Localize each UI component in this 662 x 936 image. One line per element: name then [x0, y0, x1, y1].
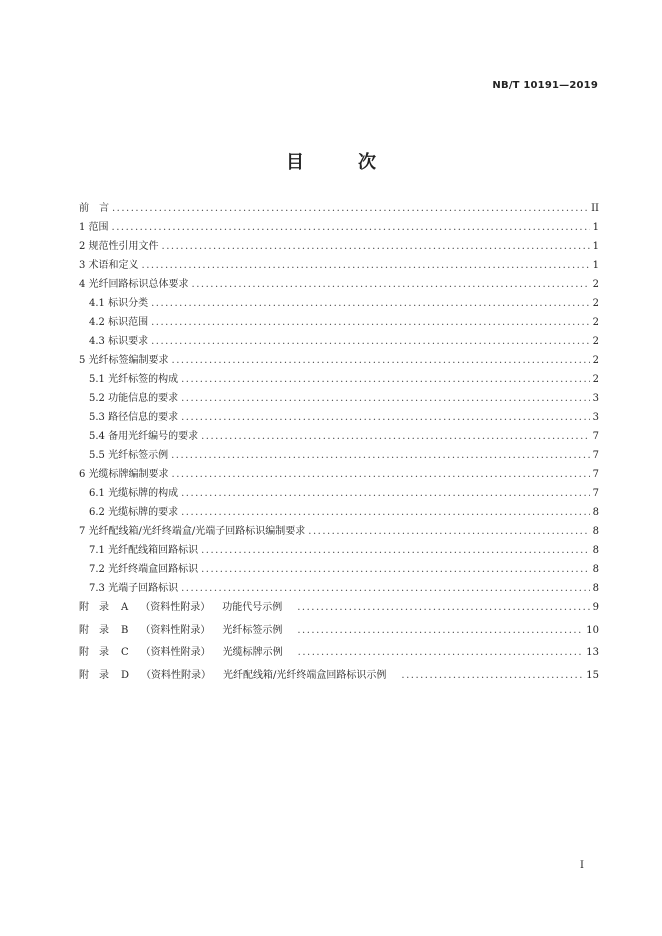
toc-entry[interactable] [79, 541, 599, 560]
toc-entry-page: 2 [592, 336, 599, 347]
dot-leader [181, 488, 590, 499]
toc-entry-label: 5.3 路径信息的要求 [89, 412, 179, 423]
toc-entry[interactable] [79, 408, 599, 427]
dot-leader [162, 241, 590, 252]
dot-leader [151, 317, 590, 328]
annex-page: 15 [586, 669, 599, 681]
toc-entry[interactable] [79, 332, 599, 351]
toc-entry[interactable] [79, 199, 599, 218]
toc-entry-page: 2 [592, 374, 599, 385]
toc-entry-page: 8 [592, 507, 599, 518]
toc-entry-page: 7 [592, 488, 599, 499]
annex-label [79, 621, 294, 636]
toc-entry-page: 1 [592, 222, 599, 233]
toc-entry-page: 8 [592, 583, 599, 594]
toc-entry-label: 7.2 光纤终端盒回路标识 [89, 564, 199, 575]
annex-title: 光纤标签示例 [222, 624, 283, 636]
dot-leader [151, 336, 590, 347]
dot-leader [151, 298, 590, 309]
toc-entry-page: 7 [592, 469, 599, 480]
annex-letter: D [121, 669, 130, 681]
table-of-contents [79, 199, 599, 688]
toc-entry-label: 7.3 光端子回路标识 [89, 583, 179, 594]
toc-entry[interactable] [79, 579, 599, 598]
toc-entry[interactable] [79, 522, 599, 541]
toc-entry-label: 5.4 备用光纤编号的要求 [89, 431, 199, 442]
dot-leader [308, 526, 589, 537]
toc-entry[interactable] [79, 294, 599, 313]
toc-entry-page: 8 [592, 545, 599, 556]
dot-leader [201, 545, 590, 556]
toc-entry-page: 3 [592, 412, 599, 423]
annex-prefix: 附 录 [79, 624, 109, 636]
toc-entry-page: 1 [592, 260, 599, 271]
toc-entry-label: 7.1 光纤配线箱回路标识 [89, 545, 199, 556]
annex-page: 10 [586, 624, 599, 636]
toc-entry[interactable] [79, 370, 599, 389]
annex-type: （资料性附录） [140, 624, 211, 636]
standard-number: NB/T 10191—2019 [492, 80, 598, 91]
toc-entry-page: 1 [592, 241, 599, 252]
toc-entry[interactable] [79, 465, 599, 484]
annex-title: 功能代号示例 [222, 602, 283, 613]
toc-entry-page: 7 [592, 450, 599, 461]
dot-leader [181, 583, 590, 594]
toc-entry-page: 2 [592, 317, 599, 328]
toc-entry[interactable] [79, 427, 599, 446]
annex-title: 光纤配线箱/光纤终端盒回路标识示例 [223, 669, 387, 681]
toc-entry-label: 2 规范性引用文件 [79, 241, 159, 252]
annex-page: 13 [586, 647, 599, 658]
footer-page-number: I [580, 860, 584, 871]
toc-annex-entry[interactable] [79, 643, 599, 666]
page-title: 目 次 [286, 152, 394, 173]
toc-entry-page: II [591, 203, 599, 214]
toc-entry[interactable] [79, 503, 599, 522]
annex-prefix: 附 录 [79, 669, 109, 681]
toc-entry-page: 8 [592, 526, 599, 537]
dot-leader [142, 260, 590, 271]
annex-letter: B [121, 624, 129, 636]
toc-entry-label: 6 光缆标牌编制要求 [79, 469, 169, 480]
annex-page: 9 [592, 602, 599, 613]
dot-leader [181, 412, 590, 423]
toc-entry-label: 6.2 光缆标牌的要求 [89, 507, 179, 518]
toc-entry-page: 8 [592, 564, 599, 575]
toc-entry-label: 4.1 标识分类 [89, 298, 149, 309]
toc-entry[interactable] [79, 560, 599, 579]
toc-entry-label: 前 言 [79, 203, 109, 214]
toc-annex-entry[interactable] [79, 666, 599, 689]
annex-title: 光缆标牌示例 [222, 647, 283, 658]
annex-letter: A [121, 602, 129, 613]
toc-entry-label: 6.1 光缆标牌的构成 [89, 488, 179, 499]
dot-leader [298, 647, 584, 658]
toc-entry-page: 7 [592, 431, 599, 442]
toc-entry-label: 7 光纤配线箱/光纤终端盒/光端子回路标识编制要求 [79, 526, 306, 537]
annex-letter: C [121, 647, 129, 658]
dot-leader [181, 374, 590, 385]
toc-entry[interactable] [79, 313, 599, 332]
dot-leader [297, 625, 583, 636]
annex-prefix: 附 录 [79, 602, 109, 613]
toc-entry[interactable] [79, 351, 599, 370]
toc-entry-label: 4 光纤回路标识总体要求 [79, 279, 189, 290]
dot-leader [401, 670, 583, 681]
toc-entry-label: 4.3 标识要求 [89, 336, 149, 347]
toc-entry-label: 1 范围 [79, 222, 109, 233]
toc-entry-label: 5 光纤标签编制要求 [79, 355, 169, 366]
toc-entry-page: 2 [592, 298, 599, 309]
toc-entry-label: 5.1 光纤标签的构成 [89, 374, 179, 385]
toc-entry[interactable] [79, 484, 599, 503]
dot-leader [297, 602, 589, 613]
dot-leader [112, 203, 588, 214]
dot-leader [172, 355, 590, 366]
toc-entry[interactable] [79, 389, 599, 408]
annex-prefix: 附 录 [79, 647, 109, 658]
toc-entry-page: 2 [592, 355, 599, 366]
toc-entry-label: 5.2 功能信息的要求 [89, 393, 179, 404]
annex-type: （资料性附录） [140, 647, 211, 658]
toc-entry[interactable] [79, 218, 599, 237]
toc-annex-entry[interactable] [79, 621, 599, 644]
annex-label [79, 598, 294, 613]
toc-entry-label: 3 术语和定义 [79, 260, 139, 271]
toc-entry-label: 4.2 标识范围 [89, 317, 149, 328]
toc-entry-page: 2 [592, 279, 599, 290]
dot-leader [171, 450, 590, 461]
dot-leader [201, 431, 590, 442]
toc-entry[interactable] [79, 446, 599, 465]
toc-entry[interactable] [79, 237, 599, 256]
dot-leader [172, 469, 590, 480]
dot-leader [192, 279, 590, 290]
annex-label [79, 643, 295, 658]
annex-type: （资料性附录） [141, 669, 212, 681]
dot-leader [201, 564, 590, 575]
annex-label [79, 666, 398, 681]
toc-entry-label: 5.5 光纤标签示例 [89, 450, 169, 461]
dot-leader [181, 507, 590, 518]
toc-annex-entry[interactable] [79, 598, 599, 621]
dot-leader [112, 222, 590, 233]
toc-entry-page: 3 [592, 393, 599, 404]
dot-leader [181, 393, 590, 404]
annex-type: （资料性附录） [140, 602, 211, 613]
toc-entry[interactable] [79, 275, 599, 294]
toc-entry[interactable] [79, 256, 599, 275]
